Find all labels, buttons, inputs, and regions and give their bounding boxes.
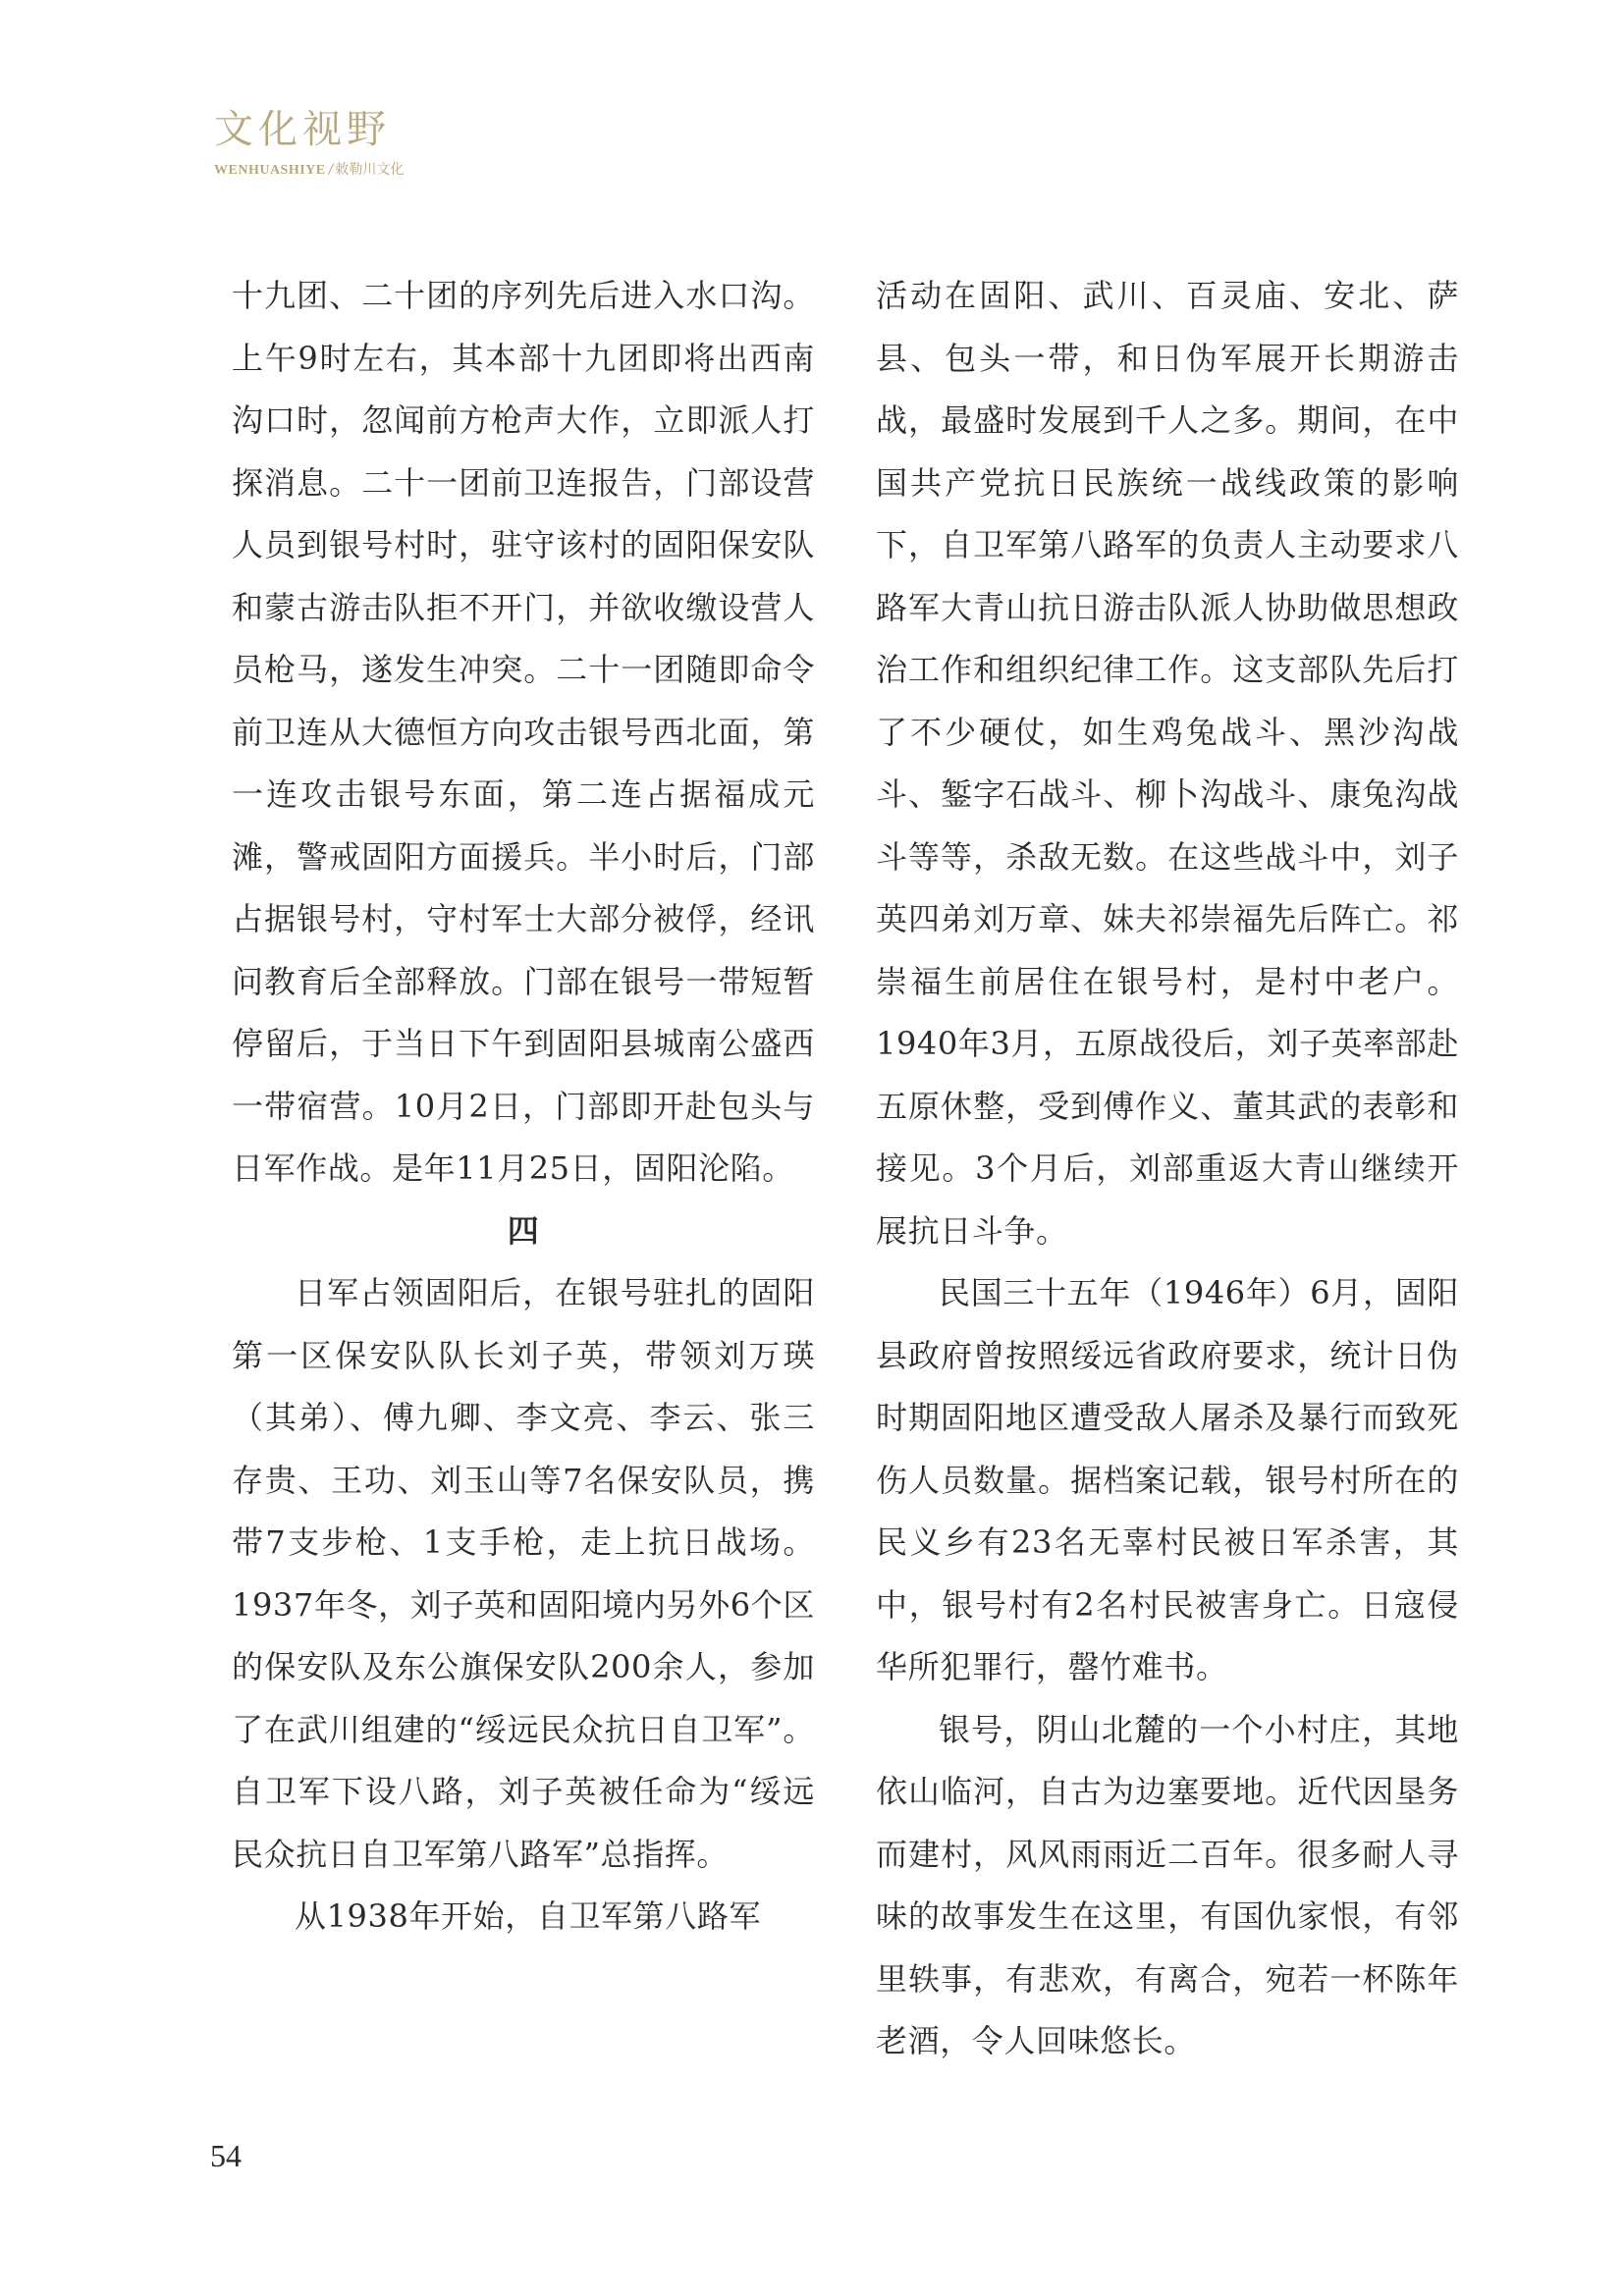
section-subtitle [214, 163, 404, 178]
section-subtitle-cn: 敕勒川文化 [335, 162, 405, 178]
right-column [876, 265, 1459, 2073]
paragraph: 民国三十五年（1946年）6月，固阳县政府曾按照绥远省政府要求，统计日伪时期固阳地区遭受敌人屠杀及暴行而致死伤人员数量。据档案记载，银号村所在的民义乡有23名无辜村民被日军杀害，其中，银号村有2名村民被害身亡。日寇侵华所犯罪行，罄竹难书。 [876, 1274, 1459, 1685]
paragraph: 银号，阴山北麓的一个小村庄，其地依山临河，自古为边塞要地。近代因垦务而建村，风风雨雨近二百年。很多耐人寻味的故事发生在这里，有国仇家恨，有邻里轶事，有悲欢，有离合，宛若一杯陈年老酒，令人回味悠长。 [876, 1710, 1459, 2059]
section-heading: 四 [507, 1211, 540, 1250]
paragraph: 活动在固阳、武川、百灵庙、安北、萨县、包头一带，和日伪军展开长期游击战，最盛时发展到千人之多。期间，在中国共产党抗日民族统一战线政策的影响下，自卫军第八路军的负责人主动要求八路军大青山抗日游击队派人协助做思想政治工作和组织纪律工作。这支部队先后打了不少硬仗，如生鸡兔战斗、黑沙沟战斗、錾字石战斗、柳卜沟战斗、康兔沟战斗等等，杀敌无数。在这些战斗中，刘子英四弟刘万章、妹夫祁崇福先后阵亡。祁崇福生前居住在银号村，是村中老户。1940年3月，五原战役后，刘子英率部赴五原休整，受到傅作义、董其武的表彰和接见。3个月后，刘部重返大青山继续开展抗日斗争。 [876, 277, 1459, 1250]
section-subtitle-latin: WENHUASHIYE [214, 163, 326, 178]
running-header [214, 107, 405, 178]
paragraph: 日军占领固阳后，在银号驻扎的固阳第一区保安队队长刘子英，带领刘万瑛（其弟）、傅九卿、李文亮、李云、张三存贵、王功、刘玉山等7名保安队员，携带7支步枪、1支手枪，走上抗日战场。1937年冬，刘子英和固阳境内另外6个区的保安队及东公旗保安队200余人，参加了在武川组建的“绥远民众抗日自卫军”。自卫军下设八路，刘子英被任命为“绥远民众抗日自卫军第八路军”总指挥。 [232, 1274, 815, 1873]
section-subtitle-slash: / [328, 162, 334, 178]
paragraph: 十九团、二十团的序列先后进入水口沟。上午9时左右，其本部十九团即将出西南沟口时，忽闻前方枪声大作，立即派人打探消息。二十一团前卫连报告，门部设营人员到银号村时，驻守该村的固阳保安队和蒙古游击队拒不开门，并欲收缴设营人员枪马，遂发生冲突。二十一团随即命令前卫连从大德恒方向攻击银号西北面，第一连攻击银号东面，第二连占据福成元滩，警戒固阳方面援兵。半小时后，门部占据银号村，守村军士大部分被俘，经讯问教育后全部释放。门部在银号一带短暂停留后，于当日下午到固阳县城南公盛西一带宿营。10月2日，门部即开赴包头与日军作战。是年11月25日，固阳沦陷。 [232, 277, 815, 1187]
section-title: 文化视野 [214, 107, 391, 152]
left-column [232, 265, 815, 1949]
page-number: 54 [210, 2138, 242, 2173]
paragraph: 从1938年开始，自卫军第八路军 [295, 1897, 762, 1935]
